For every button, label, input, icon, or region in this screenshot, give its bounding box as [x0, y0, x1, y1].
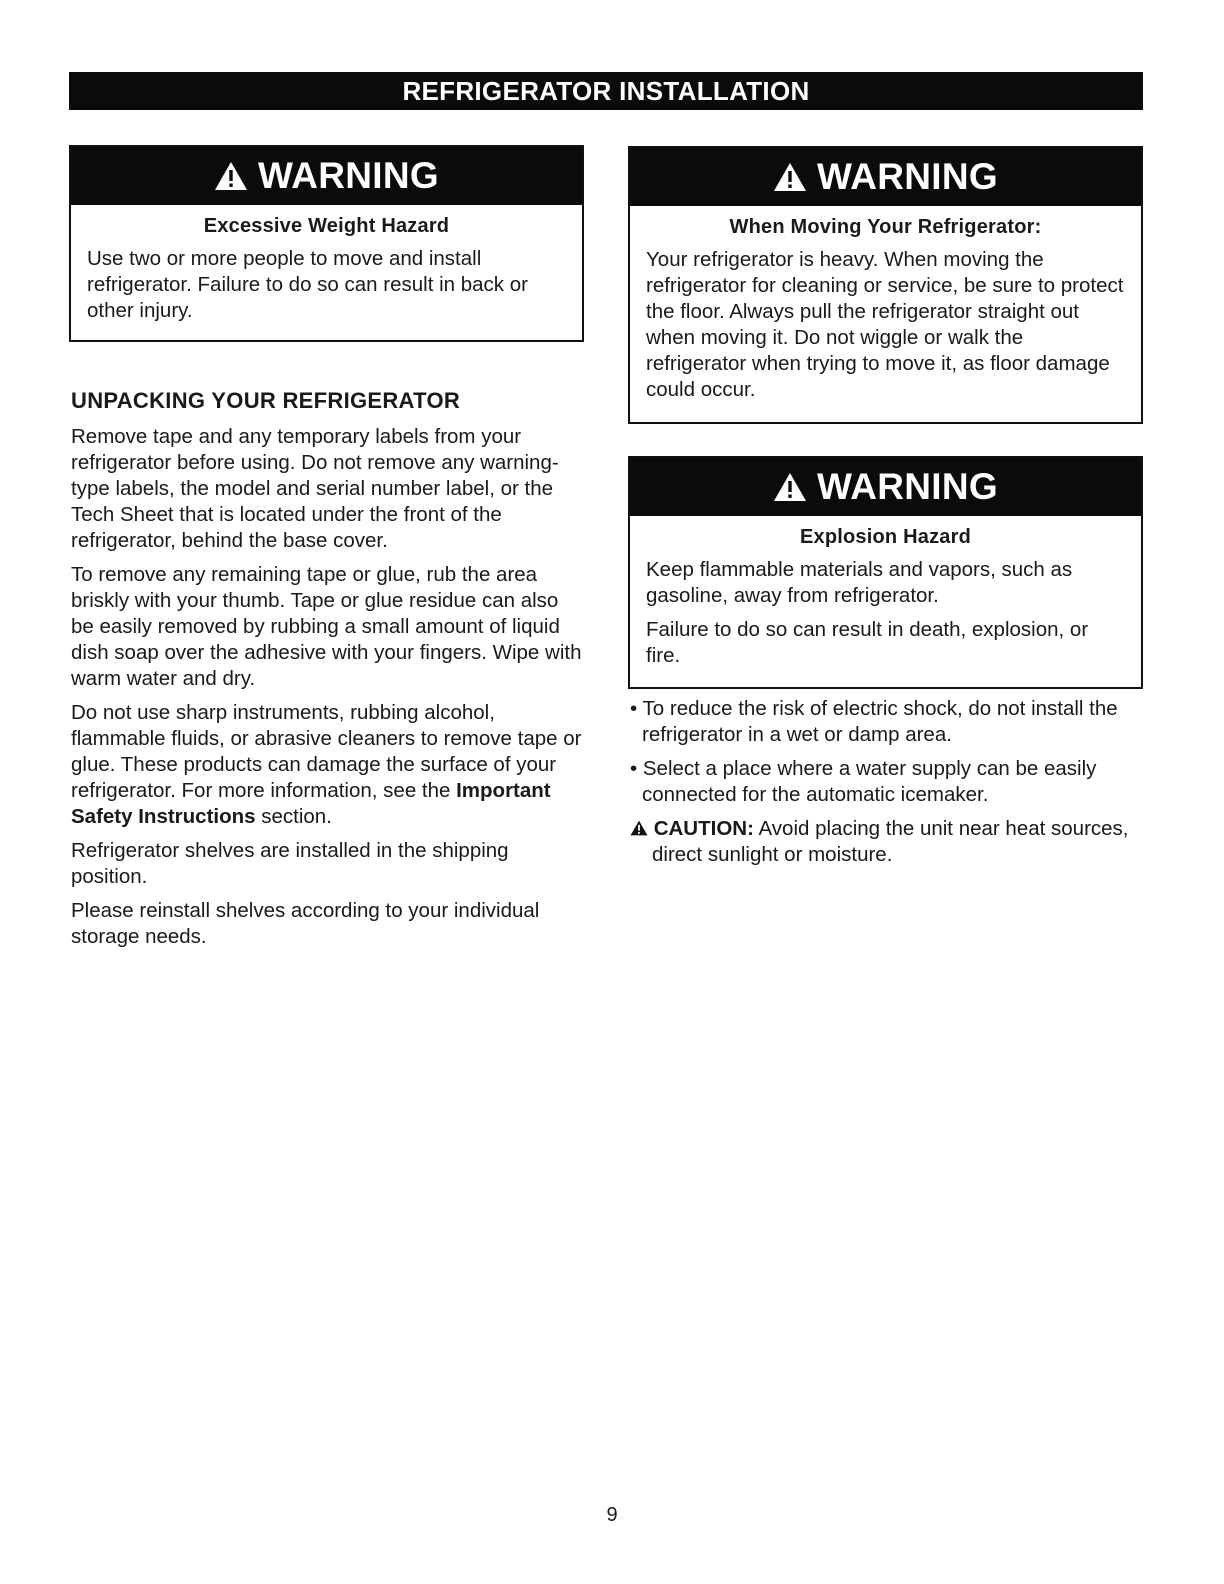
paragraph: [71, 700, 586, 830]
caution-label: CAUTION:: [653, 817, 754, 840]
bullet-icon: •: [630, 697, 643, 720]
warning-box-explosion: [628, 456, 1143, 689]
paragraph-text: Do not use sharp instruments, rubbing alcohol, flammable fluids, or abrasive cleaners to remove tape or glue. These products can damage the surface of your refrigerator. For more information, see the: [71, 701, 582, 802]
warning-triangle-icon: [773, 472, 807, 502]
warning-box-weight: [69, 145, 584, 342]
warning-label: WARNING: [817, 156, 998, 197]
install-notes: [630, 696, 1140, 868]
warning-triangle-icon: [773, 162, 807, 192]
warning-subtitle: Excessive Weight Hazard: [203, 215, 450, 237]
paragraph: To remove any remaining tape or glue, rub the area briskly with your thumb. Tape or glue residue can also be easily removed by rubbing a small amount of liquid dish soap over the adhesive with your fingers. Wipe with warm water and dry.: [71, 563, 582, 690]
paragraph: Refrigerator shelves are installed in the shipping position.: [71, 839, 509, 888]
caution-triangle-icon: [630, 820, 648, 836]
paragraph: Please reinstall shelves according to your individual storage needs.: [71, 899, 540, 948]
page-title: REFRIGERATOR INSTALLATION: [402, 76, 810, 106]
paragraph: Remove tape and any temporary labels from your refrigerator before using. Do not remove any warning-type labels, the model and serial number label, or the Tech Sheet that is located under the front of the refrigerator, behind the base cover.: [71, 425, 559, 552]
safety-instructions-reference: Important Safety Instructions: [71, 779, 551, 828]
list-item: [630, 756, 1140, 808]
caution-note: [630, 816, 1140, 868]
list-item-text: To reduce the risk of electric shock, do not install the refrigerator in a wet or damp area.: [642, 697, 1118, 746]
warning-text: Failure to do so can result in death, explosion, or fire.: [646, 618, 1089, 667]
bullet-icon: •: [630, 757, 643, 780]
warning-header: [630, 458, 1141, 516]
warning-header: [71, 147, 582, 205]
page-number: 9: [606, 1504, 618, 1526]
warning-subtitle: When Moving Your Refrigerator:: [729, 216, 1042, 238]
section-heading: UNPACKING YOUR REFRIGERATOR: [71, 388, 461, 413]
warning-box-moving: [628, 146, 1143, 424]
paragraph-text: section.: [255, 805, 332, 828]
warning-text: Your refrigerator is heavy. When moving the refrigerator for cleaning or service, be sure to protect the floor. Always pull the refrigerator straight out when moving it. Do not wiggle or walk the refrigerator when trying to move it, as floor damage could occur.: [646, 248, 1124, 401]
warning-text: Keep flammable materials and vapors, such as gasoline, away from refrigerator.: [646, 558, 1073, 607]
unpacking-section: [71, 388, 586, 958]
warning-label: WARNING: [817, 466, 998, 507]
page-title-bar: [69, 72, 1143, 110]
list-item: [630, 696, 1140, 748]
list-item-text: Select a place where a water supply can be easily connected for the automatic icemaker.: [642, 757, 1097, 806]
warning-triangle-icon: [214, 161, 248, 191]
caution-text: Avoid placing the unit near heat sources, direct sunlight or moisture.: [652, 817, 1129, 866]
warning-label: WARNING: [258, 155, 439, 196]
warning-header: [630, 148, 1141, 206]
warning-subtitle: Explosion Hazard: [799, 526, 971, 548]
warning-text: Use two or more people to move and install refrigerator. Failure to do so can result in back or other injury.: [87, 247, 528, 322]
